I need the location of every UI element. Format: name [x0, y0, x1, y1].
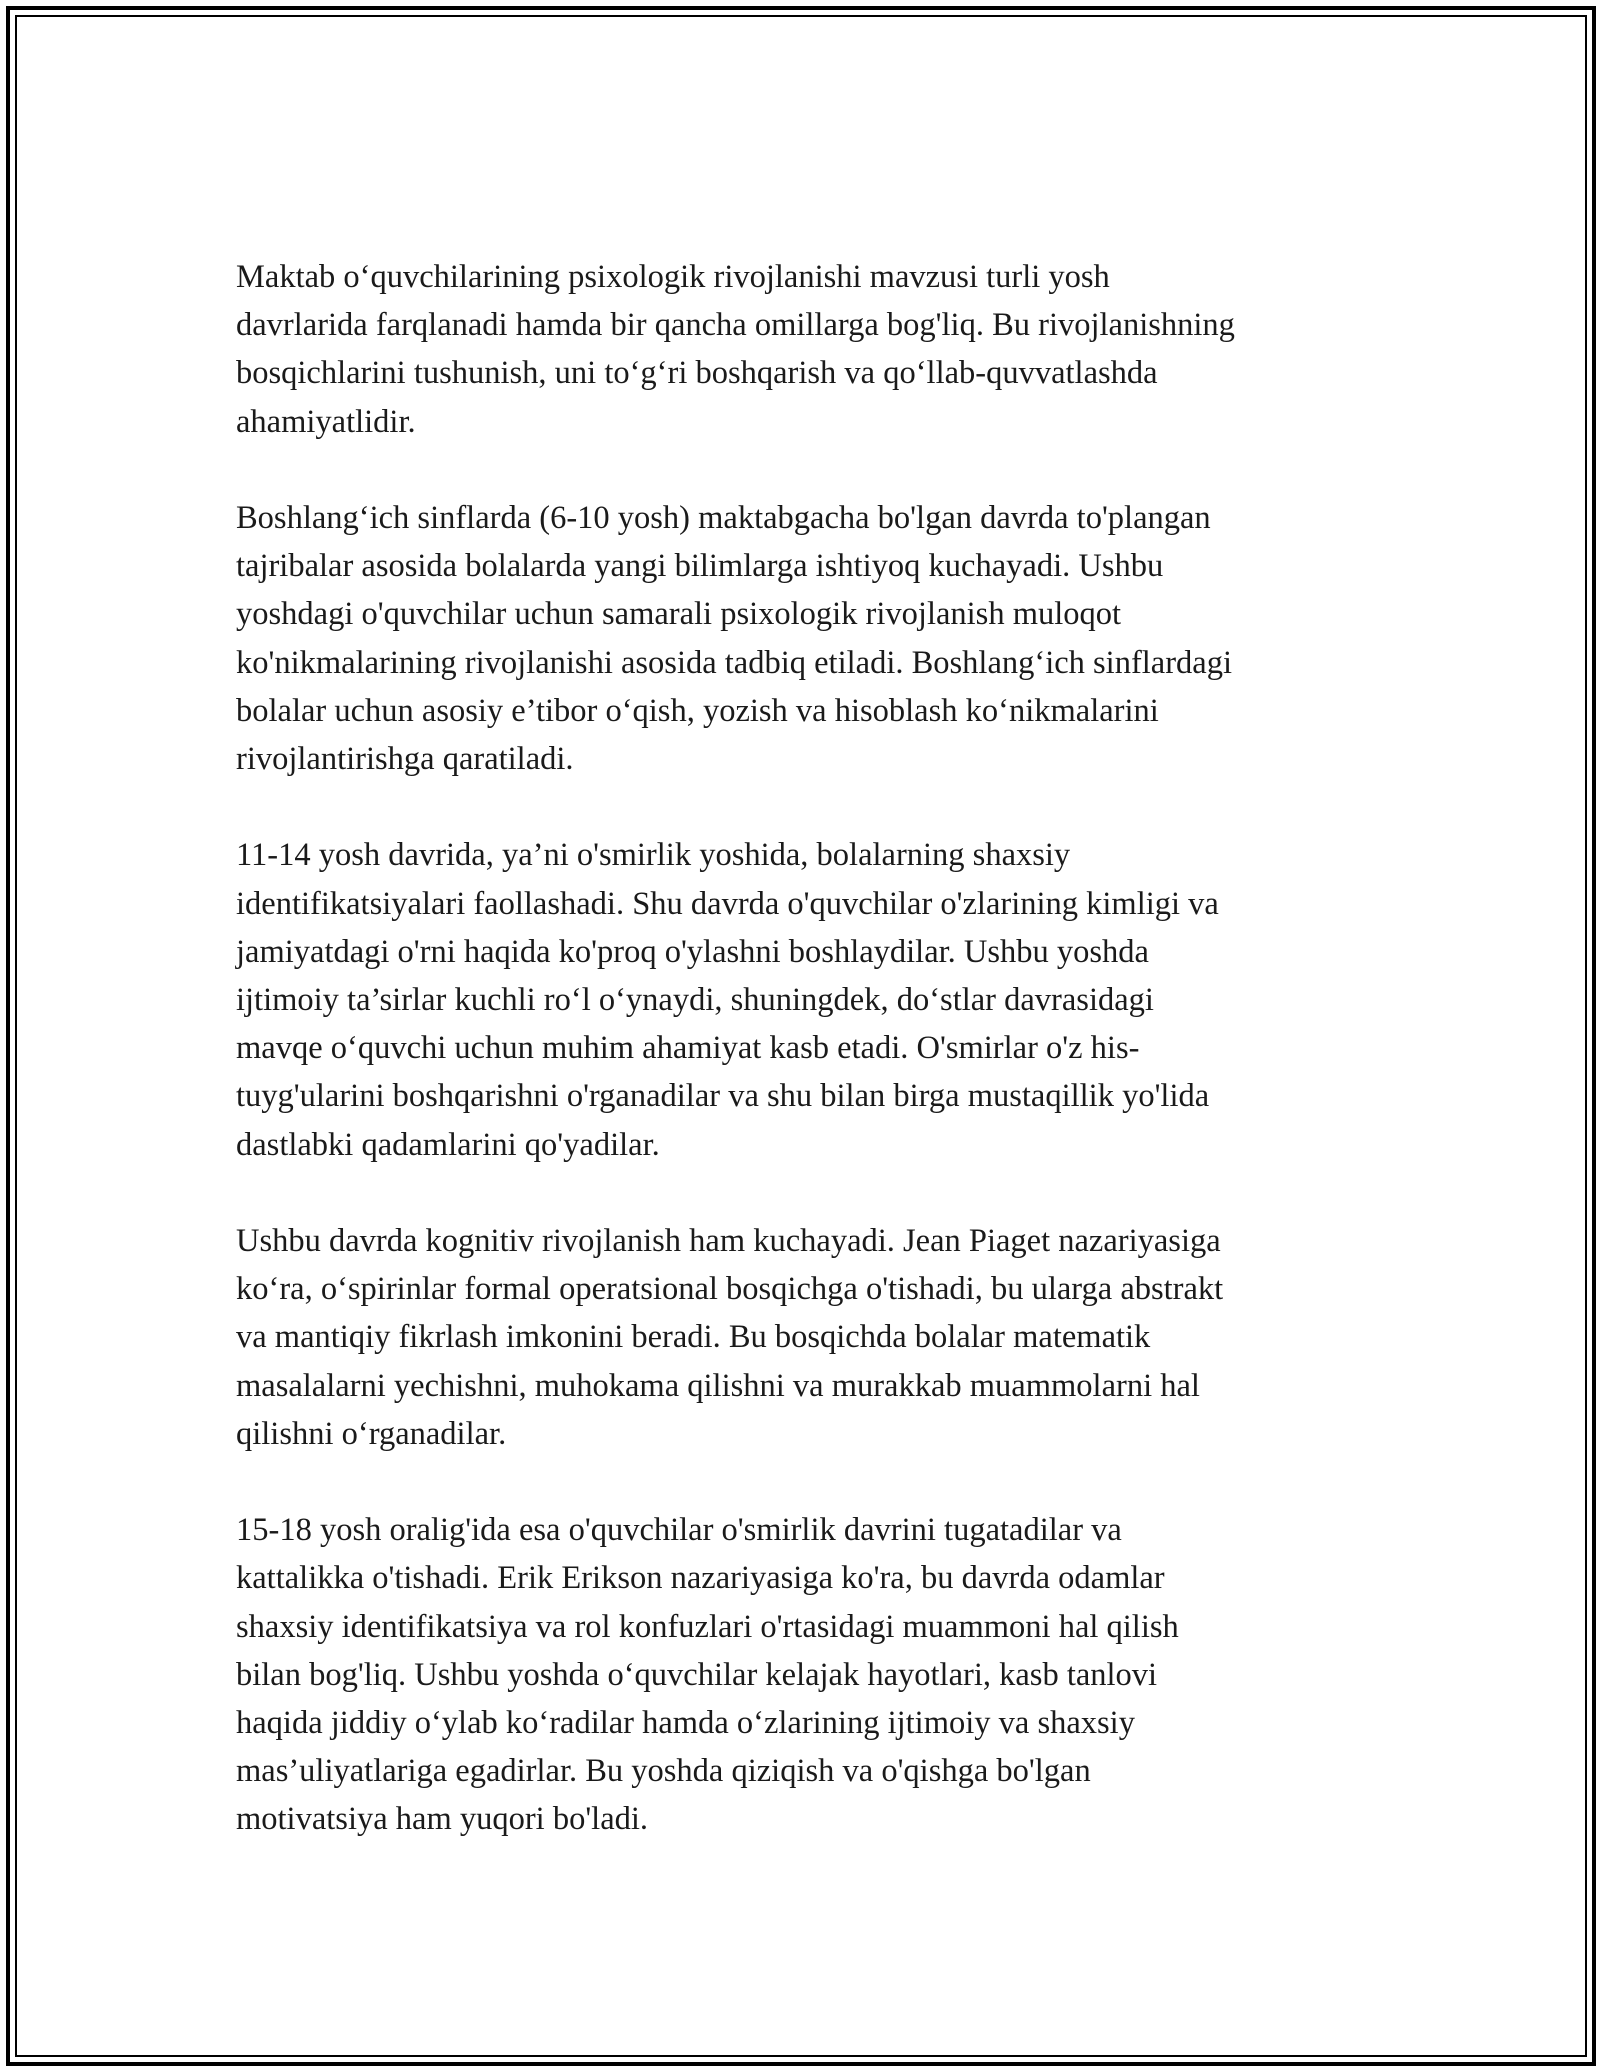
text-line: Ushbu davrda kognitiv rivojlanish ham kuchayadi. Jean Piaget nazariyasiga: [236, 1223, 1221, 1260]
text-line: identifikatsiyalari faollashadi. Shu davrda o'quvchilar o'zlarining kimligi va: [236, 885, 1219, 922]
paragraph-2: [236, 494, 1376, 783]
text-line: mas’uliyatlariga egadirlar. Bu yoshda qiziqish va o'qishga bo'lgan: [236, 1753, 1091, 1790]
text-line: Maktab o‘quvchilarining psixologik rivojlanishi mavzusi turli yosh: [236, 259, 1110, 295]
text-line: davrlarida farqlanadi hamda bir qancha omillarga bog'liq. Bu rivojlanishning: [236, 307, 1235, 344]
text-line: jamiyatdagi o'rni haqida ko'proq o'ylashni boshlaydilar. Ushbu yoshda: [236, 933, 1149, 970]
text-line: bosqichlarini tushunish, uni to‘g‘ri boshqarish va qo‘llab-quvvatlashda: [236, 355, 1158, 392]
document-body: [236, 253, 1376, 1892]
text-line: haqida jiddiy o‘ylab ko‘radilar hamda o‘zlarining ijtimoiy va shaxsiy: [236, 1705, 1135, 1742]
text-line: dastlabki qadamlarini qo'yadilar.: [236, 1126, 660, 1163]
text-line: shaxsiy identifikatsiya va rol konfuzlari o'rtasidagi muammoni hal qilish: [236, 1608, 1179, 1645]
text-line: kattalikka o'tishadi. Erik Erikson nazariyasiga ko'ra, bu davrda odamlar: [236, 1560, 1165, 1597]
text-line: ijtimoiy ta’sirlar kuchli ro‘l o‘ynaydi, shuningdek, do‘stlar davrasidagi: [236, 982, 1154, 1019]
paragraph-5: [236, 1506, 1376, 1843]
paragraph-1: [236, 253, 1376, 446]
paragraph-4: [236, 1217, 1376, 1458]
text-line: ko'nikmalarining rivojlanishi asosida tadbiq etiladi. Boshlang‘ich sinflardagi: [236, 644, 1233, 681]
text-line: va mantiqiy fikrlash imkonini beradi. Bu bosqichda bolalar matematik: [236, 1319, 1151, 1356]
text-line: ahamiyatlidir.: [236, 403, 416, 440]
text-line: tuyg'ularini boshqarishni o'rganadilar va shu bilan birga mustaqillik yo'lida: [236, 1078, 1210, 1115]
text-line: yoshdagi o'quvchilar uchun samarali psixologik rivojlanish muloqot: [236, 596, 1122, 633]
text-line: 15-18 yosh oralig'ida esa o'quvchilar o'smirlik davrini tugatadilar va: [236, 1512, 1122, 1549]
text-line: masalalarni yechishni, muhokama qilishni va murakkab muammolarni hal: [236, 1367, 1200, 1404]
text-line: mavqe o‘quvchi uchun muhim ahamiyat kasb etadi. O'smirlar o'z his-: [236, 1030, 1140, 1067]
text-line: bilan bog'liq. Ushbu yoshda o‘quvchilar kelajak hayotlari, kasb tanlovi: [236, 1656, 1158, 1693]
text-line: Boshlang‘ich sinflarda (6-10 yosh) maktabgacha bo'lgan davrda to'plangan: [236, 500, 1211, 536]
text-line: motivatsiya ham yuqori bo'ladi.: [236, 1801, 649, 1838]
text-line: 11-14 yosh davrida, ya’ni o'smirlik yoshida, bolalarning shaxsiy: [236, 837, 1071, 874]
text-line: rivojlantirishga qaratiladi.: [236, 741, 574, 778]
text-line: qilishni o‘rganadilar.: [236, 1415, 507, 1452]
text-line: tajribalar asosida bolalarda yangi bilimlarga ishtiyoq kuchayadi. Ushbu: [236, 548, 1164, 585]
text-line: bolalar uchun asosiy e’tibor o‘qish, yozish va hisoblash ko‘nikmalarini: [236, 692, 1159, 729]
text-line: ko‘ra, o‘spirinlar formal operatsional bosqichga o'tishadi, bu ularga abstrakt: [236, 1271, 1224, 1308]
paragraph-3: [236, 831, 1376, 1168]
